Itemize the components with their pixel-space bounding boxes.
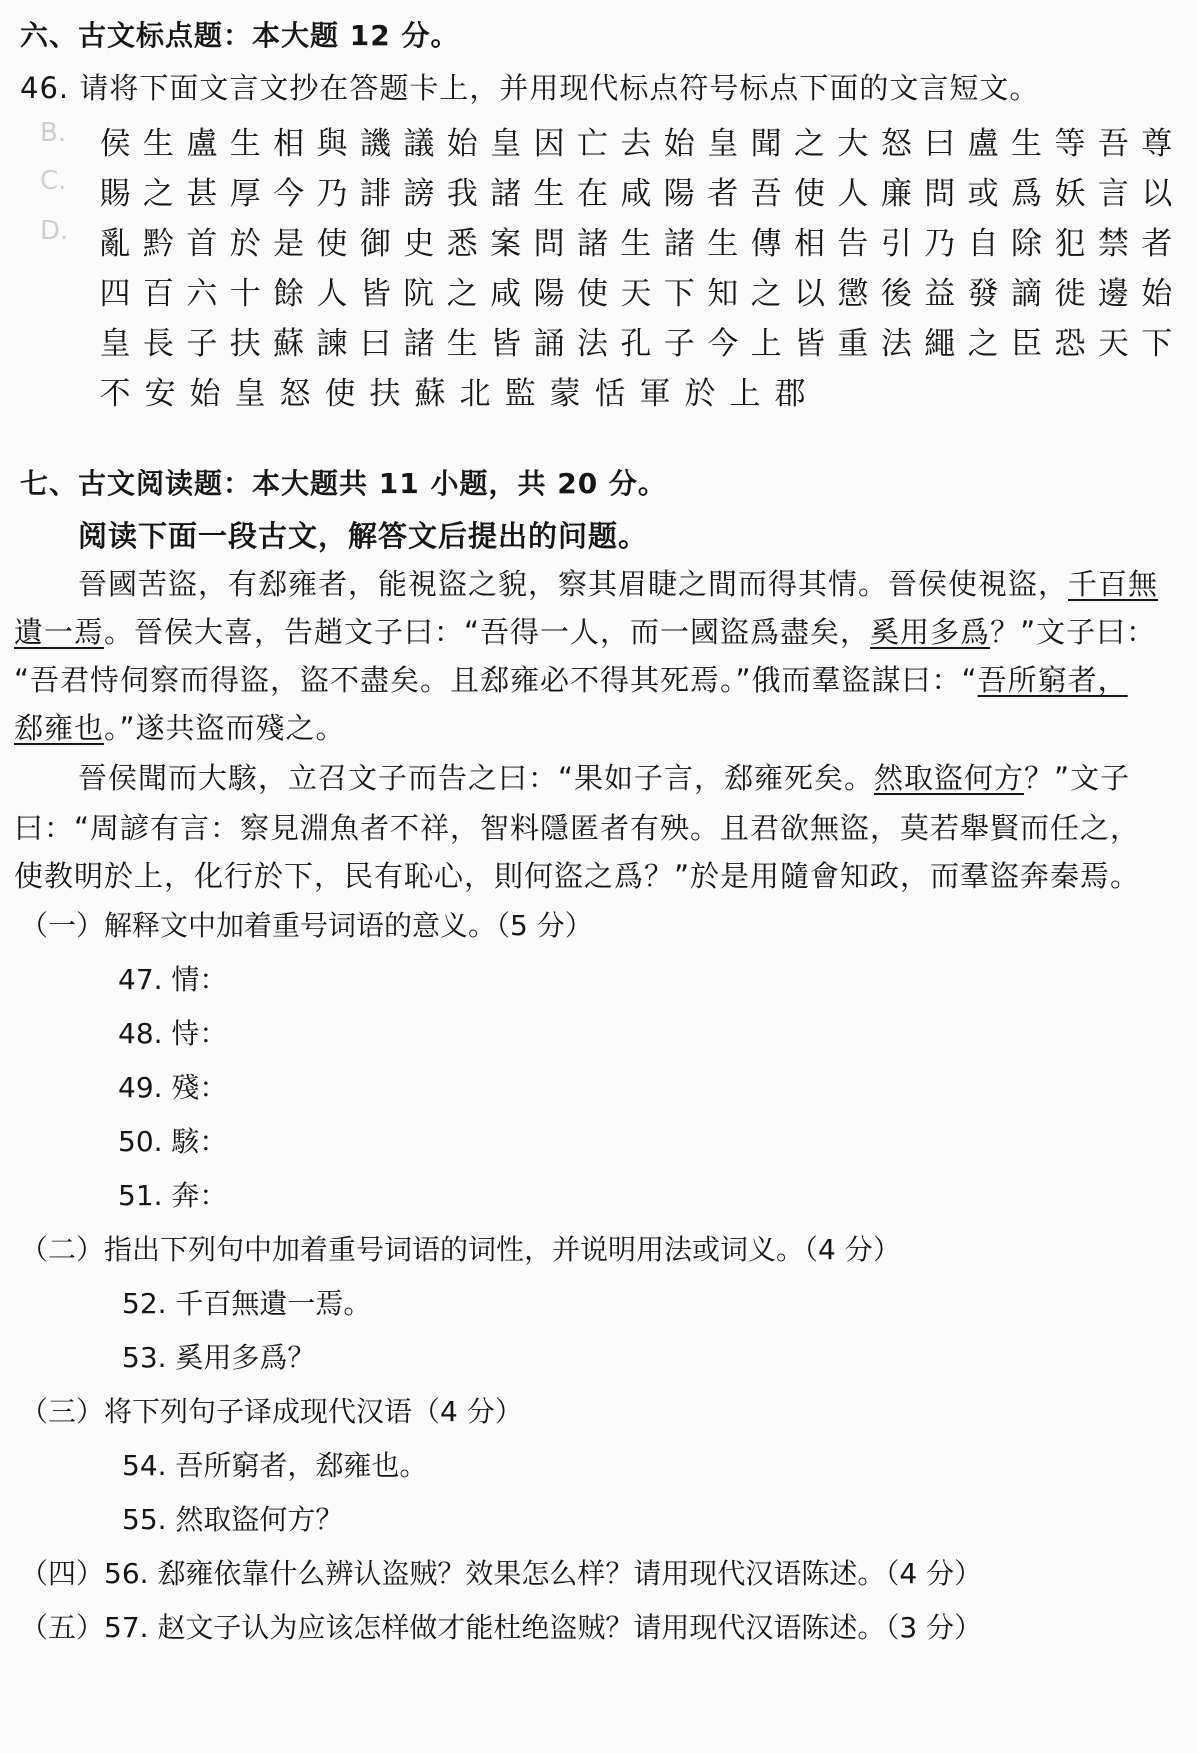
passage-character: 人 <box>837 176 869 212</box>
passage-character: 犯 <box>1054 226 1086 262</box>
passage-character: 案 <box>490 226 522 262</box>
passage-character: 大 <box>837 126 869 162</box>
passage-character: 以 <box>794 276 825 312</box>
passage-character: 相 <box>273 126 305 162</box>
passage-text: 。”遂共盜而殘之。 <box>104 711 346 745</box>
passage-character: 恐 <box>1054 326 1086 362</box>
passage-character: 皆 <box>359 276 391 312</box>
passage-character: 問 <box>924 176 956 212</box>
passage-character: 傳 <box>750 226 782 262</box>
passage-character: 賜 <box>99 176 131 212</box>
passage-character: 百 <box>142 276 174 312</box>
passage-character: 爲 <box>1011 176 1043 212</box>
passage-character: 除 <box>1011 226 1043 262</box>
passage-character: 後 <box>880 276 912 312</box>
passage-character: 諸 <box>490 176 522 212</box>
passage-character: 阬 <box>403 276 435 312</box>
passage-character: 乃 <box>316 176 348 212</box>
passage-text: “吾君恃伺察而得盜，盜不盡矣。且郄雍必不得其死焉。”俄而羣盜謀曰：“ <box>14 663 978 697</box>
passage-character: 是 <box>273 226 305 262</box>
passage-character: 問 <box>533 226 565 262</box>
passage-character: 之 <box>142 176 174 212</box>
passage-paragraph-2-line-3: 使教明於上，化行於下，民有恥心，則何盜之爲？”於是用隨會知政，而羣盜奔秦焉。 <box>14 859 1141 893</box>
question-group-3: （三）将下列句子译成现代汉语（4 分） <box>20 1395 523 1428</box>
passage-character: 軍 <box>639 376 671 412</box>
question-48: 48. 恃： <box>118 1017 228 1050</box>
passage-character: 與 <box>316 126 348 162</box>
passage-character: 法 <box>576 326 608 362</box>
passage-character: 誦 <box>533 326 565 362</box>
passage-character: 蘇 <box>273 326 305 362</box>
passage-character: 今 <box>707 326 739 362</box>
passage-row-3 <box>96 218 1176 263</box>
passage-character: 謗 <box>403 176 435 212</box>
passage-character: 或 <box>967 176 999 212</box>
passage-character: 長 <box>142 326 174 362</box>
passage-character: 孔 <box>620 326 652 362</box>
passage-character: 盧 <box>967 126 999 162</box>
passage-character: 皆 <box>490 326 522 362</box>
passage-character: 十 <box>229 276 261 312</box>
passage-row-4 <box>96 268 1176 313</box>
passage-character: 始 <box>663 126 695 162</box>
passage-character: 者 <box>1141 226 1173 262</box>
passage-character: 皇 <box>707 126 739 162</box>
passage-character: 厚 <box>229 176 261 212</box>
passage-character: 於 <box>684 376 716 412</box>
passage-character: 郡 <box>774 376 806 412</box>
passage-character: 譏 <box>359 126 391 162</box>
passage-character: 諸 <box>576 226 608 262</box>
passage-row-1 <box>96 118 1176 163</box>
passage-character: 上 <box>750 326 782 362</box>
passage-character: 議 <box>403 126 435 162</box>
passage-character: 始 <box>1141 276 1173 312</box>
passage-character: 皆 <box>794 326 825 362</box>
question-group-2: （二）指出下列句中加着重号词语的词性，并说明用法或词义。（4 分） <box>20 1233 901 1266</box>
passage-character: 之 <box>446 276 478 312</box>
passage-character: 使 <box>316 226 348 262</box>
passage-character: 發 <box>967 276 999 312</box>
question-56: （四）56. 郄雍依靠什么辨认盗贼？效果怎么样？请用现代汉语陈述。（4 分） <box>20 1557 983 1590</box>
passage-character: 我 <box>446 176 478 212</box>
passage-character: 蒙 <box>549 376 581 412</box>
underlined-phrase: 然取盜何方 <box>874 761 1025 795</box>
passage-character: 廉 <box>880 176 912 212</box>
passage-character: 侯 <box>99 126 131 162</box>
passage-character: 盧 <box>186 126 218 162</box>
question-group-1: （一）解释文中加着重号词语的意义。（5 分） <box>20 909 593 942</box>
passage-character: 扶 <box>229 326 261 362</box>
passage-character: 曰 <box>924 126 956 162</box>
passage-character: 怒 <box>279 376 311 412</box>
passage-character: 生 <box>707 226 739 262</box>
passage-character: 吾 <box>1097 126 1129 162</box>
question-54: 54. 吾所窮者，郄雍也。 <box>122 1449 428 1482</box>
passage-character: 生 <box>446 326 478 362</box>
passage-text: ？”文子曰： <box>990 615 1157 649</box>
passage-character: 於 <box>229 226 261 262</box>
passage-character: 下 <box>1141 326 1173 362</box>
passage-character: 生 <box>142 126 174 162</box>
passage-character: 在 <box>576 176 608 212</box>
passage-character: 知 <box>707 276 739 312</box>
passage-character: 禁 <box>1097 226 1129 262</box>
passage-character: 等 <box>1054 126 1086 162</box>
question-55: 55. 然取盜何方？ <box>122 1503 344 1536</box>
passage-character: 徙 <box>1054 276 1086 312</box>
passage-character: 餘 <box>273 276 305 312</box>
passage-paragraph-1-line-4 <box>14 706 1198 747</box>
passage-character: 生 <box>229 126 261 162</box>
passage-character: 御 <box>359 226 391 262</box>
passage-character: 子 <box>663 326 695 362</box>
passage-character: 曰 <box>359 326 391 362</box>
passage-character: 上 <box>729 376 761 412</box>
passage-character: 以 <box>1141 176 1173 212</box>
question-51: 51. 奔： <box>118 1179 228 1212</box>
underlined-phrase: 千百無 <box>1068 567 1159 601</box>
passage-character: 咸 <box>620 176 652 212</box>
section7-instruction: 阅读下面一段古文，解答文后提出的问题。 <box>78 519 649 553</box>
passage-character: 尊 <box>1141 126 1173 162</box>
passage-character: 吾 <box>750 176 782 212</box>
question-53: 53. 奚用多爲？ <box>122 1341 316 1374</box>
passage-paragraph-1-line-2 <box>14 610 1198 651</box>
bleed-through-text: B. <box>40 118 67 148</box>
passage-character: 四 <box>99 276 131 312</box>
passage-character: 天 <box>620 276 652 312</box>
passage-character: 不 <box>99 376 131 412</box>
passage-character: 使 <box>576 276 608 312</box>
passage-character: 史 <box>403 226 435 262</box>
passage-character: 陽 <box>533 276 565 312</box>
passage-character: 因 <box>533 126 565 162</box>
passage-character: 皇 <box>490 126 522 162</box>
passage-character: 扶 <box>369 376 401 412</box>
passage-character: 黔 <box>142 226 174 262</box>
section6-heading: 六、古文标点题：本大题 12 分。 <box>20 19 460 52</box>
passage-character: 自 <box>967 226 999 262</box>
passage-character: 諸 <box>663 226 695 262</box>
passage-character: 言 <box>1097 176 1129 212</box>
passage-text: 。晉侯大喜，告趙文子曰：“吾得一人，而一國盜爲盡矣， <box>104 615 871 649</box>
passage-character: 告 <box>837 226 869 262</box>
passage-character: 引 <box>880 226 912 262</box>
passage-character: 亂 <box>99 226 131 262</box>
bleed-through-text: D. <box>40 216 69 246</box>
passage-character: 怒 <box>880 126 912 162</box>
passage-character: 皇 <box>99 326 131 362</box>
passage-paragraph-2-line-2: 曰：“周諺有言：察見淵魚者不祥，智料隱匿者有殃。且君欲無盜，莫若舉賢而任之， <box>14 811 1141 845</box>
passage-character: 之 <box>967 326 999 362</box>
question-47: 47. 情： <box>118 963 228 996</box>
passage-character: 今 <box>273 176 305 212</box>
passage-character: 生 <box>620 226 652 262</box>
passage-character: 邊 <box>1097 276 1129 312</box>
question-46-prompt: 46. 请将下面文言文抄在答题卡上，并用现代标点符号标点下面的文言短文。 <box>20 71 1040 105</box>
passage-character: 悉 <box>446 226 478 262</box>
passage-character: 繩 <box>924 326 956 362</box>
passage-character: 始 <box>189 376 221 412</box>
passage-character: 謫 <box>1011 276 1043 312</box>
passage-character: 聞 <box>750 126 782 162</box>
passage-character: 北 <box>459 376 491 412</box>
passage-paragraph-1-line-3 <box>14 658 1198 699</box>
passage-row-6 <box>96 368 1176 413</box>
passage-character: 蘇 <box>414 376 446 412</box>
passage-character: 之 <box>794 126 825 162</box>
passage-character: 乃 <box>924 226 956 262</box>
section7-heading: 七、古文阅读题：本大题共 11 小题，共 20 分。 <box>20 467 667 500</box>
bleed-through-text: C. <box>40 166 67 196</box>
passage-character: 監 <box>504 376 536 412</box>
question-50: 50. 駭： <box>118 1125 228 1158</box>
passage-character: 諸 <box>403 326 435 362</box>
passage-character: 妖 <box>1054 176 1086 212</box>
passage-text: 晉國苦盜，有郄雍者，能視盜之貌，察其眉睫之間而得其情。晉侯使視盜， <box>78 567 1069 601</box>
passage-character: 甚 <box>186 176 218 212</box>
underlined-phrase: 吾所窮者， <box>977 663 1128 697</box>
passage-paragraph-2-line-1 <box>78 756 1198 797</box>
underlined-phrase: 遺一焉 <box>14 615 105 649</box>
passage-character: 懲 <box>837 276 869 312</box>
passage-character: 誹 <box>359 176 391 212</box>
passage-text: 晉侯聞而大駭，立召文子而告之曰：“果如子言，郄雍死矣。 <box>78 761 875 795</box>
passage-character: 之 <box>750 276 782 312</box>
passage-character: 天 <box>1097 326 1129 362</box>
passage-character: 使 <box>794 176 825 212</box>
passage-character: 恬 <box>594 376 626 412</box>
passage-character: 相 <box>794 226 825 262</box>
question-49: 49. 殘： <box>118 1071 228 1104</box>
passage-paragraph-1-line-1 <box>78 562 1198 603</box>
passage-character: 首 <box>186 226 218 262</box>
passage-character: 諫 <box>316 326 348 362</box>
passage-character: 臣 <box>1011 326 1043 362</box>
passage-character: 人 <box>316 276 348 312</box>
passage-character: 生 <box>533 176 565 212</box>
passage-character: 益 <box>924 276 956 312</box>
passage-character: 生 <box>1011 126 1043 162</box>
question-52: 52. 千百無遺一焉。 <box>122 1287 372 1320</box>
passage-text: ？”文子 <box>1024 761 1131 795</box>
passage-character: 子 <box>186 326 218 362</box>
passage-character: 咸 <box>490 276 522 312</box>
passage-character: 下 <box>663 276 695 312</box>
passage-character: 始 <box>446 126 478 162</box>
underlined-phrase: 郄雍也 <box>14 711 105 745</box>
passage-character: 皇 <box>234 376 266 412</box>
passage-row-5 <box>96 318 1176 363</box>
question-57: （五）57. 赵文子认为应该怎样做才能杜绝盗贼？请用现代汉语陈述。（3 分） <box>20 1611 983 1644</box>
passage-character: 安 <box>144 376 176 412</box>
passage-row-2 <box>96 168 1176 213</box>
passage-character: 使 <box>324 376 356 412</box>
passage-character: 法 <box>880 326 912 362</box>
passage-character: 去 <box>620 126 652 162</box>
passage-character: 亡 <box>576 126 608 162</box>
passage-character: 重 <box>837 326 869 362</box>
passage-character: 者 <box>707 176 739 212</box>
underlined-phrase: 奚用多爲 <box>870 615 991 649</box>
passage-character: 六 <box>186 276 218 312</box>
passage-character: 陽 <box>663 176 695 212</box>
